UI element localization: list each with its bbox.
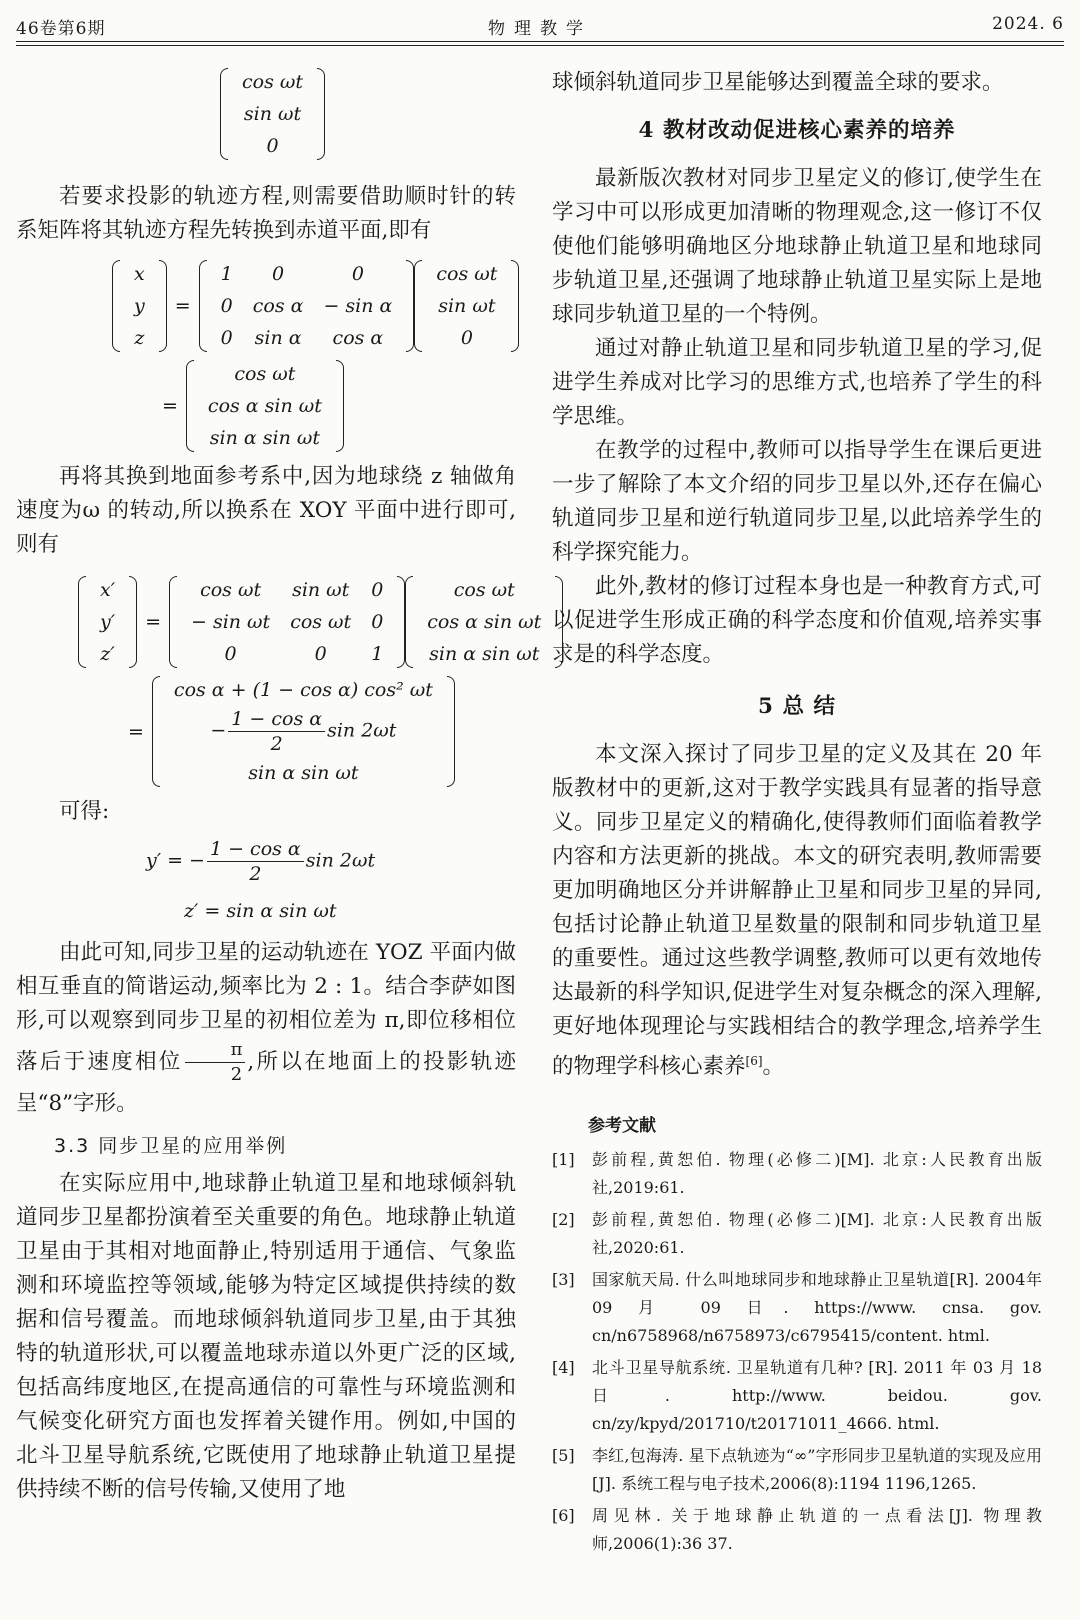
xyz-vector: x y z xyxy=(112,258,167,354)
header-rule xyxy=(16,41,1064,42)
equation-vector-initial xyxy=(220,66,516,162)
paragraph: 在教学的过程中,教师可以指导学生在课后更进一步了解除了本文介绍的同步卫星以外,还存在偏心轨道同步卫星和逆行轨道同步卫星,以此培养学生的科学探究能力。 xyxy=(552,438,1042,565)
issue-date: 2024. 6 xyxy=(992,14,1064,34)
equation-rotation-1: x y z = 1 0 0 0 cos α − sin α 0 sin α cos α cos ωt sin ωt 0 = cos ωt cos α sin ωt sin α sin ωt xyxy=(112,258,516,454)
section-heading: 4 教材改动促进核心素养的培养 xyxy=(638,118,956,143)
subsection-heading: 3.3 同步卫星的应用举例 xyxy=(54,1135,288,1157)
header-rule-thin xyxy=(16,45,1064,46)
reference-item: [3] 国家航天局. 什么叫地球同步和地球静止卫星轨道[R]. 2004年 09 月 09 日. https://www. cnsa. gov. cn/n6758968/n6758973/c6795415/content. html. xyxy=(552,1270,1042,1346)
paragraph: 最新版次教材对同步卫星定义的修订,使学生在学习中可以形成更加清晰的物理观念,这一修订不仅使他们能够明确地区分地球静止轨道卫星和地球同步轨道卫星,还强调了地球静止轨道卫星实际上是地球同步轨道卫星的一个特例。 xyxy=(552,166,1042,327)
paragraph: 若要求投影的轨迹方程,则需要借助顺时针的转系矩阵将其轨迹方程先转换到赤道平面,即有 xyxy=(16,184,516,243)
paragraph: 球倾斜轨道同步卫星能够达到覆盖全球的要求。 xyxy=(552,70,1004,95)
rotation-matrix-omega: cos ωt sin ωt 0 − sin ωt cos ωt 0 0 0 1 xyxy=(169,574,405,670)
citation[interactable]: [6] xyxy=(745,1054,763,1068)
paragraph: 本文深入探讨了同步卫星的定义及其在 20 年版教材中的更新,这对于教学实践具有显著的指导意义。同步卫星定义的精确化,使得教师们面临着教学内容和方法更新的挑战。本文的研究表明,教师需要更加明确地区分并讲解静止卫星和同步卫星的异同,包括讨论静止轨道卫星数量的限制和同步轨道卫星的重要性。通过这些教学调整,教师可以更有效地传达最新的科学知识,促进学生对复杂概念的深入理解,更好地体现理论与实践相结合的教学理念,培养学生的物理学科核心素养[6]。 xyxy=(552,742,1042,1080)
left-column xyxy=(16,66,542,1507)
section-heading: 5 总 结 xyxy=(758,694,836,719)
equation-rotation-2: x′ y′ z′ = cos ωt sin ωt 0 − sin ωt cos ωt 0 0 0 1 cos ωt cos α sin ωt sin α sin ωt = cos α + (1 − cos α) cos² ωt − $\frac{\text{1 − cos α}}{2}$ sin 2ωt sin α sin ωt xyxy=(78,574,516,789)
paragraph: 在实际应用中,地球静止轨道卫星和地球倾斜轨道同步卫星都扮演着至关重要的角色。地球静止轨道卫星由于其相对地面静止,特别适用于通信、气象监测和环境监控等领域,能够为特定区域提供持续的数据和信号覆盖。而地球倾斜轨道同步卫星,由于其独特的轨道形状,可以覆盖地球赤道以外更广泛的区域,包括高纬度地区,在提高通信的可靠性与环境监测和气候变化研究方面也发挥着关键作用。例如,中国的北斗卫星导航系统,它既使用了地球静止轨道卫星提供持续不断的信号传输,又使用了地 xyxy=(16,1171,516,1502)
issue-label: 46卷第6期 xyxy=(16,19,106,39)
paragraph: 可得: xyxy=(59,799,110,824)
equation-z-prime: z′ = sin α sin ωt xyxy=(184,900,337,922)
result-vector-1: cos ωt cos α sin ωt sin α sin ωt xyxy=(186,358,344,454)
reference-item: [2] 彭前程,黄恕伯. 物理(必修二)[M]. 北京:人民教育出版社,2020:61. xyxy=(552,1210,1042,1258)
xyz-prime-vector: x′ y′ z′ xyxy=(78,574,137,670)
reference-item: [6] 周见林. 关于地球静止轨道的一点看法[J]. 物理教师,2006(1):36 37. xyxy=(552,1506,1042,1554)
paragraph: 再将其换到地面参考系中,因为地球绕 z 轴做角速度为ω 的转动,所以换系在 XOY 平面中进行即可,则有 xyxy=(16,464,516,557)
reference-item: [4] 北斗卫星导航系统. 卫星轨道有几种? [R]. 2011 年 03 月 18 日. http://www. beidou. gov. cn/zy/kpyd/201710/t20171011_4666. html. xyxy=(552,1358,1042,1434)
paragraph: 此外,教材的修订过程本身也是一种教育方式,可以促进学生形成正确的科学态度和价值观,培养实事求是的科学态度。 xyxy=(552,574,1042,667)
rotation-matrix-alpha: 1 0 0 0 cos α − sin α 0 sin α cos α xyxy=(199,258,415,354)
references xyxy=(552,1112,1042,1558)
reference-item: [5] 李红,包海涛. 星下点轨迹为“∞”字形同步卫星轨道的实现及应用[J]. 系统工程与电子技术,2006(8):1194 1196,1265. xyxy=(552,1446,1042,1494)
paragraph: 通过对静止轨道卫星和同步轨道卫星的学习,促进学生养成对比学习的思维方式,也培养了学生的科学思维。 xyxy=(552,336,1042,429)
paragraph: 由此可知,同步卫星的运动轨迹在 YOZ 平面内做相互垂直的简谐运动,频率比为 2 : 1。结合李萨如图形,可以观察到同步卫星的初相位差为 π,即位移相位落后于速度相位 $\frac{\pi}{2}$ ,所以在地面上的投影轨迹呈“8”字形。 xyxy=(16,940,516,1116)
journal-title: 物理教学 xyxy=(488,19,592,39)
vector-matrix: cos ωt sin ωt 0 xyxy=(414,258,519,354)
right-column xyxy=(552,66,1042,1562)
result-vector-1: cos ωt cos α sin ωt sin α sin ωt xyxy=(405,574,563,670)
equation-y-prime: y′ = − $\frac{\text{1 − cos α}}{2}$ sin 2ωt xyxy=(146,838,376,885)
page-header xyxy=(16,14,1064,38)
result-vector-2: cos α + (1 − cos α) cos² ωt − $\frac{\text{1 − cos α}}{2}$ sin 2ωt sin α sin ωt xyxy=(152,674,455,789)
references-title: 参考文献 xyxy=(588,1116,656,1137)
reference-item: [1] 彭前程,黄恕伯. 物理(必修二)[M]. 北京:人民教育出版社,2019:61. xyxy=(552,1150,1042,1198)
vector-matrix: cos ωt sin ωt 0 xyxy=(220,66,325,162)
